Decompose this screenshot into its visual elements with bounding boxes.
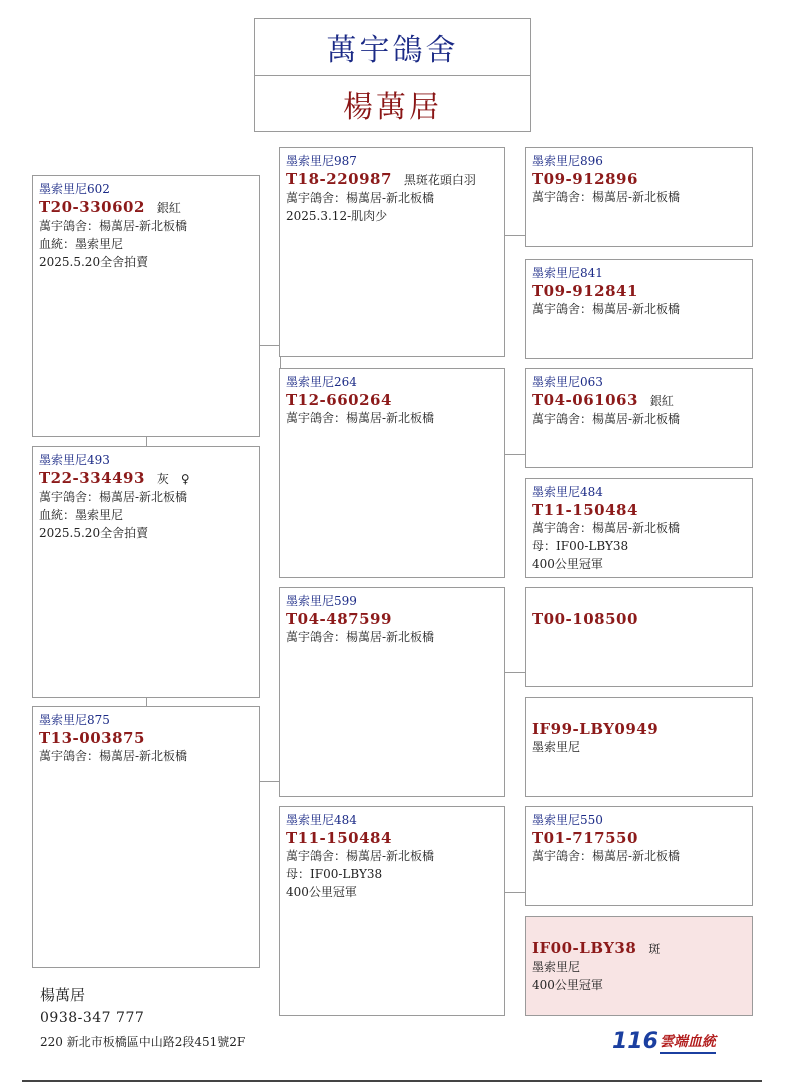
pigeon-name: 墨索里尼987 — [286, 154, 357, 168]
info-line: 萬宇鴿舍：楊萬居-新北板橋 — [39, 749, 188, 763]
info-line: 萬宇鴿舍：楊萬居-新北板橋 — [286, 191, 435, 205]
ring-number: T00-108500 — [532, 610, 638, 628]
sibling-box-2 — [32, 706, 260, 968]
grandparent-box-6 — [525, 697, 753, 797]
parent-box-3 — [279, 587, 505, 797]
ring-number: T20-330602 銀紅 — [39, 198, 181, 216]
parent-box-4 — [279, 806, 505, 1016]
footer-owner-name: 楊萬居 — [40, 986, 86, 1004]
info-line: 墨索里尼 — [532, 960, 581, 974]
title-box — [254, 18, 531, 132]
info-line: 萬宇鴿舍：楊萬居-新北板橋 — [532, 521, 681, 535]
info-line: 萬宇鴿舍：楊萬居-新北板橋 — [286, 630, 435, 644]
sibling-box-1 — [32, 446, 260, 698]
grandparent-box-4 — [525, 478, 753, 578]
pigeon-name: 墨索里尼484 — [532, 485, 603, 499]
pigeon-name: 墨索里尼484 — [286, 813, 357, 827]
color-attr: 斑 — [648, 942, 661, 956]
footer-address: 220 新北市板橋區中山路2段451號2F — [40, 1035, 246, 1049]
bottom-divider — [22, 1080, 762, 1082]
loft-name: 萬宇鴿舍 — [326, 33, 459, 68]
connector — [260, 345, 280, 346]
grandparent-box-1 — [525, 147, 753, 247]
info-line: 母：IF00-LBY38 — [286, 867, 383, 881]
info-line: 萬宇鴿舍：楊萬居-新北板橋 — [532, 190, 681, 204]
dam-box — [279, 368, 505, 578]
ring-number: T22-334493 灰 ♀ — [39, 469, 190, 487]
info-line: 母：IF00-LBY38 — [532, 539, 629, 553]
footer-phone: 0938-347 777 — [40, 1010, 145, 1026]
info-line: 血統：墨索里尼 — [39, 508, 124, 522]
info-line: 萬宇鴿舍：楊萬居-新北板橋 — [39, 490, 188, 504]
logo-number: 116 — [612, 1029, 658, 1054]
info-line: 萬宇鴿舍：楊萬居-新北板橋 — [286, 411, 435, 425]
color-attr: 銀紅 — [649, 394, 674, 408]
info-line: 萬宇鴿舍：楊萬居-新北板橋 — [532, 849, 681, 863]
info-line: 墨索里尼 — [532, 740, 581, 754]
info-line: 萬宇鴿舍：楊萬居-新北板橋 — [286, 849, 435, 863]
info-line: 萬宇鴿舍：楊萬居-新北板橋 — [39, 219, 188, 233]
ring-number: IF99-LBY0949 — [532, 720, 659, 738]
ring-number: T13-003875 — [39, 729, 145, 747]
pigeon-name: 墨索里尼841 — [532, 266, 603, 280]
info-line: 萬宇鴿舍：楊萬居-新北板橋 — [532, 302, 681, 316]
ring-number: T01-717550 — [532, 829, 638, 847]
color-attr: 銀紅 — [156, 201, 181, 215]
pigeon-name: 墨索里尼602 — [39, 182, 110, 196]
connector — [260, 781, 280, 782]
color-attr: 黑斑花頭白羽 — [403, 173, 476, 187]
ring-number: T11-150484 — [532, 501, 638, 519]
ring-number: T12-660264 — [286, 391, 392, 409]
connector — [505, 235, 525, 236]
pigeon-name: 墨索里尼493 — [39, 453, 110, 467]
ring-number: T09-912841 — [532, 282, 638, 300]
connector — [505, 672, 525, 673]
subject-box — [32, 175, 260, 437]
logo — [612, 1030, 716, 1054]
owner-name: 楊萬居 — [343, 90, 442, 125]
grandparent-box-8 — [525, 916, 753, 1016]
info-line: 400公里冠軍 — [532, 978, 603, 992]
ring-number: T18-220987 黑斑花頭白羽 — [286, 170, 476, 188]
ring-number: T11-150484 — [286, 829, 392, 847]
pigeon-name: 墨索里尼875 — [39, 713, 110, 727]
info-line: 2025.3.12-肌肉少 — [286, 209, 388, 223]
info-line: 2025.5.20全舍拍賣 — [39, 255, 149, 269]
pigeon-name: 墨索里尼896 — [532, 154, 603, 168]
grandparent-box-3 — [525, 368, 753, 468]
pigeon-name: 墨索里尼550 — [532, 813, 603, 827]
ring-number: IF00-LBY38 斑 — [532, 939, 661, 957]
grandparent-box-2 — [525, 259, 753, 359]
info-line: 2025.5.20全舍拍賣 — [39, 526, 149, 540]
info-line: 400公里冠軍 — [286, 885, 357, 899]
logo-text: 雲端血統 — [660, 1032, 716, 1054]
pigeon-name: 墨索里尼063 — [532, 375, 603, 389]
info-line: 血統：墨索里尼 — [39, 237, 124, 251]
grandparent-box-7 — [525, 806, 753, 906]
connector — [505, 454, 525, 455]
ring-number: T09-912896 — [532, 170, 638, 188]
info-line: 400公里冠軍 — [532, 557, 603, 571]
grandparent-box-5 — [525, 587, 753, 687]
ring-number: T04-487599 — [286, 610, 392, 628]
pigeon-name: 墨索里尼599 — [286, 594, 357, 608]
sire-box — [279, 147, 505, 357]
connector — [505, 892, 525, 893]
info-line: 萬宇鴿舍：楊萬居-新北板橋 — [532, 412, 681, 426]
color-attr: 灰 ♀ — [156, 472, 190, 486]
pigeon-name: 墨索里尼264 — [286, 375, 357, 389]
ring-number: T04-061063 銀紅 — [532, 391, 674, 409]
